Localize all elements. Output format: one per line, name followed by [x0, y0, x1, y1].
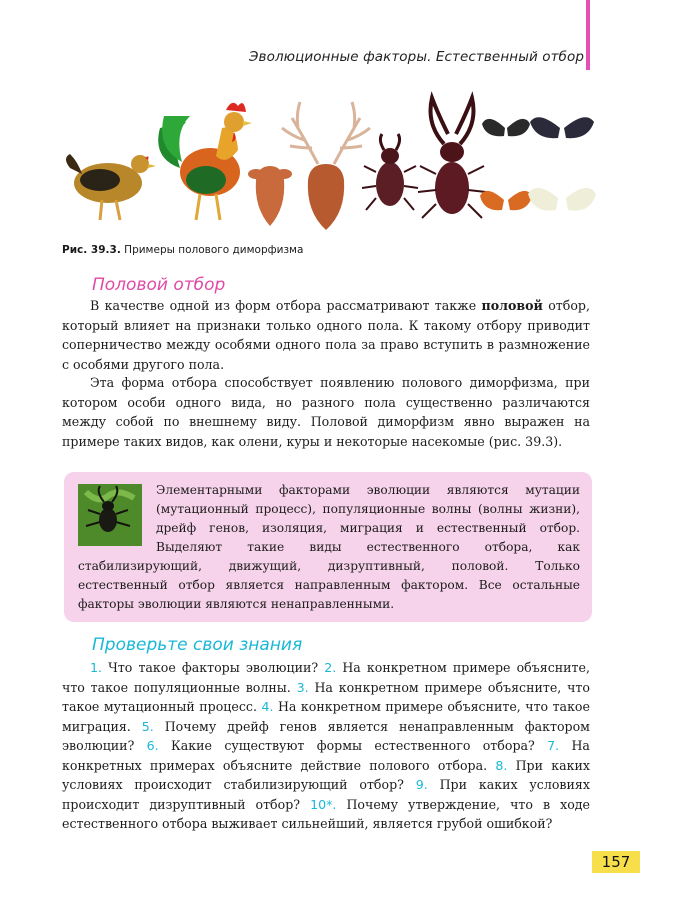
section-title-check-knowledge: Проверьте свои знания [92, 635, 303, 655]
question-text: Что такое факторы эволюции? [108, 660, 319, 675]
question-text: На конкретном примере объясните, что такое мутационный процесс. [62, 679, 590, 714]
question-text: На конкретном примере объясните, что такое популяционные волны. [62, 660, 590, 695]
question-number: 5. [141, 718, 154, 734]
page-number: 157 [592, 851, 640, 873]
paragraph-1-start: В качестве одной из форм отбора рассматривают также [90, 298, 482, 313]
summary-text-body: Элементарными факторами эволюции являются мутации (мутационный процесс), популяционные волны (волны жизни), дрейф генов, изоляция, миграция и естественный отбор. Выделяют такие виды естественного отбора, как стабилизирующий, движущий, дизруптивный, половой. Только естественный отбор является направленным фактором. Все остальные факторы эволюции являются ненаправленными. [78, 483, 580, 611]
hen-illustration [66, 154, 156, 220]
question-number: 1. [90, 660, 103, 675]
paragraph-2: Эта форма отбора способствует появлению полового диморфизма, при котором особи одного вида, но разного пола существенно различаются между собой по внешнему виду. Половой диморфизм явно выражен на примере таких видов, как олени, куры и некоторые насекомые (рис. 39.3). [62, 375, 590, 449]
question-text: Какие существуют формы естественного отбора? [171, 738, 535, 753]
paragraph-1 [62, 296, 590, 374]
paragraph-1-term: половой [481, 298, 543, 313]
question-number: 3. [296, 679, 309, 695]
question-text: На конкретном примере объясните, что такое миграция. [62, 699, 590, 734]
question-text: Почему утверждение, что в ходе естественного отбора выживает сильнейший, является грубой ошибкой? [62, 796, 591, 831]
running-head: Эволюционные факторы. Естественный отбор [249, 49, 584, 65]
butterfly-illustration [480, 117, 596, 210]
figure-caption-text: Примеры полового диморфизма [124, 244, 304, 256]
summary-text [78, 481, 580, 614]
question-number: 9. [415, 777, 428, 792]
question-text: При каких условиях происходит дизруптивный отбор? [62, 777, 590, 812]
deer-illustration [248, 102, 370, 230]
page-edge-bar [586, 0, 590, 70]
question-number: 7. [547, 738, 560, 753]
sexual-dimorphism-figure [60, 88, 600, 238]
paragraph-1-end: отбор, который влияет на признаки только одного пола. К такому отбору приводит соперничество между особями одного пола за право вступить в размножение с особями другого пола. [62, 298, 590, 372]
questions-list [62, 658, 590, 834]
question-number: 8. [495, 757, 508, 773]
rooster-illustration [158, 103, 252, 220]
figure-caption [62, 244, 303, 256]
section-title-sexual-selection: Половой отбор [92, 275, 226, 295]
question-text: На конкретных примерах объясните действие полового отбора. [62, 738, 590, 773]
question-text: При каких условиях происходит стабилизирующий отбор? [62, 757, 590, 792]
question-number: 6. [146, 738, 159, 753]
figure-caption-label: Рис. 39.3. [62, 244, 121, 256]
question-number: 4. [261, 699, 274, 714]
figure-illustration [60, 88, 600, 238]
question-text: Почему дрейф генов является ненаправленным фактором эволюции? [62, 718, 590, 753]
question-number: 2. [324, 660, 337, 675]
stag-beetle-illustration [362, 98, 486, 218]
question-number: 10*. [310, 796, 337, 812]
